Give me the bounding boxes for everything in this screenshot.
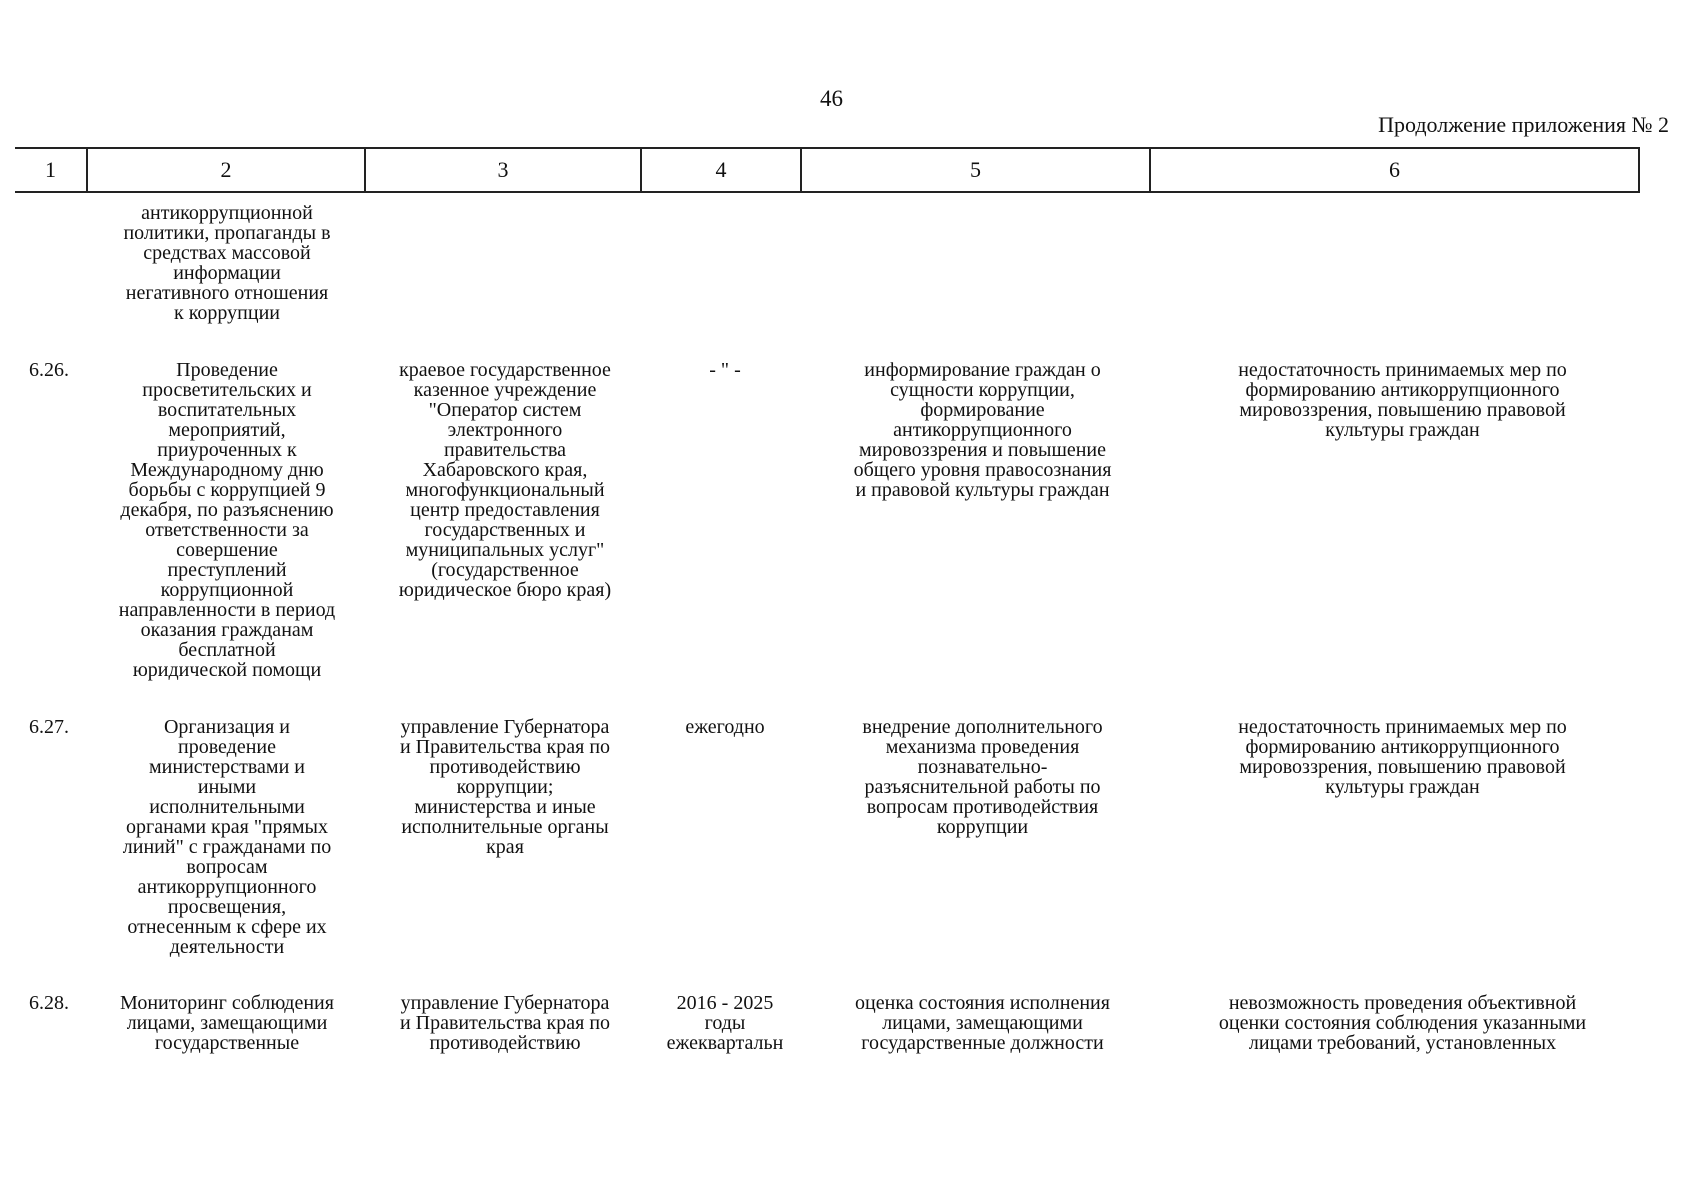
cell-line: исполнительные органы [401, 816, 609, 838]
cell-line: ежегодно [685, 716, 765, 738]
cell-line: мировоззрения, повышению правовой [1239, 756, 1566, 778]
cell-line: воспитательных [157, 399, 297, 421]
cell-line: центр предоставления [410, 499, 600, 521]
cell-line: - " - [709, 359, 741, 381]
cell-line: иными [197, 776, 257, 798]
row-number: 6.26. [29, 359, 69, 381]
action-cell [92, 993, 362, 1053]
result-cell [810, 993, 1155, 1053]
carryover-action-cell [92, 203, 362, 323]
page-number: 46 [820, 86, 843, 111]
header-col-5: 5 [800, 149, 1149, 191]
cell-line: исполнительными [149, 796, 305, 818]
cell-line: мероприятий, [168, 419, 286, 441]
cell-line: антикоррупционного [137, 876, 317, 898]
cell-line: Мониторинг соблюдения [120, 992, 334, 1014]
cell-line: государственные должности [861, 1032, 1104, 1054]
header-col-2: 2 [86, 149, 364, 191]
cell-line: государственные [154, 1032, 300, 1054]
cell-line: лицами, замещающими [882, 1012, 1083, 1034]
cell-line: политики, пропаганды в [123, 222, 331, 244]
cell-line: проведение [178, 736, 276, 758]
cell-line: управление Губернатора [400, 716, 610, 738]
cell-line: краевое государственное [399, 359, 611, 381]
cell-line: деятельности [169, 936, 285, 958]
cell-line: муниципальных услуг" [405, 539, 605, 561]
cell-line: средствах массовой [143, 242, 311, 264]
cell-line: ежеквартальн [666, 1032, 784, 1054]
cell-line: Хабаровского края, [422, 459, 588, 481]
cell-line: оценки состояния соблюдения указанными [1218, 1012, 1587, 1034]
cell-line: преступлений [167, 559, 287, 581]
executor-cell [370, 993, 640, 1053]
cell-line: ответственности за [145, 519, 309, 541]
cell-line: годы [704, 1012, 746, 1034]
cell-line: недостаточность принимаемых мер по [1238, 359, 1567, 381]
cell-line: лицами требований, установленных [1248, 1032, 1557, 1054]
cell-line: Международному дню [130, 459, 324, 481]
deadline-cell [650, 993, 800, 1053]
executor-cell [370, 717, 640, 857]
cell-line: противодействию [429, 1032, 581, 1054]
cell-line: и Правительства края по [399, 1012, 611, 1034]
cell-line: Организация и [163, 716, 290, 738]
cell-line: вопросам [186, 856, 268, 878]
cell-line: борьбы с коррупцией 9 [128, 479, 326, 501]
cell-line: к коррупции [174, 302, 280, 324]
cell-line: государственных и [424, 519, 586, 541]
cell-line: сущности коррупции, [890, 379, 1075, 401]
header-col-4: 4 [640, 149, 800, 191]
cell-line: негативного отношения [125, 282, 329, 304]
cell-line: просвещения, [167, 896, 287, 918]
cell-line: коррупции [936, 816, 1029, 838]
cell-line: общего уровня правосознания [853, 459, 1112, 481]
row-number: 6.28. [29, 992, 69, 1014]
action-cell [92, 717, 362, 957]
cell-line: многофункциональный [405, 479, 605, 501]
cell-line: мировоззрения, повышению правовой [1239, 399, 1566, 421]
cell-line: противодействию [429, 756, 581, 778]
cell-line: коррупции; [456, 776, 554, 798]
risk-cell [1165, 717, 1640, 797]
cell-line: антикоррупционного [893, 419, 1072, 441]
cell-line: и Правительства края по [399, 736, 611, 758]
row-number: 6.27. [29, 716, 69, 738]
executor-cell [370, 360, 640, 600]
cell-line: приуроченных к [157, 439, 297, 461]
risk-cell [1165, 993, 1640, 1053]
cell-line: вопросам противодействия [866, 796, 1099, 818]
cell-line: информирование граждан о [864, 359, 1101, 381]
action-cell [92, 360, 362, 680]
cell-line: министерствами и [149, 756, 305, 778]
deadline-cell [650, 360, 800, 380]
cell-line: оценка состояния исполнения [855, 992, 1110, 1014]
cell-line: министерства и иные [414, 796, 596, 818]
cell-line: оказания гражданам [140, 619, 314, 641]
cell-line: недостаточность принимаемых мер по [1238, 716, 1567, 738]
cell-line: лицами, замещающими [126, 1012, 328, 1034]
cell-line: казенное учреждение [413, 379, 597, 401]
cell-line: внедрение дополнительного [862, 716, 1103, 738]
cell-line: направленности в период [118, 599, 336, 621]
cell-line: декабря, по разъяснению [120, 499, 334, 521]
cell-line: 2016 - 2025 [676, 992, 774, 1014]
cell-line: линий" с гражданами по [122, 836, 332, 858]
cell-line: формированию антикоррупционного [1245, 379, 1560, 401]
cell-line: Проведение [176, 359, 278, 381]
table-header-row [15, 147, 1640, 193]
cell-line: управление Губернатора [400, 992, 610, 1014]
deadline-cell [650, 717, 800, 737]
result-cell [810, 717, 1155, 837]
cell-line: края [486, 836, 524, 858]
cell-line: культуры граждан [1325, 776, 1480, 798]
header-col-3: 3 [364, 149, 640, 191]
cell-line: формирование [920, 399, 1045, 421]
cell-line: разъяснительной работы по [864, 776, 1101, 798]
cell-line: и правовой культуры граждан [855, 479, 1110, 501]
header-col-6: 6 [1149, 149, 1638, 191]
cell-line: юридическое бюро края) [398, 579, 612, 601]
cell-line: формированию антикоррупционного [1245, 736, 1560, 758]
cell-line: "Оператор систем [428, 399, 582, 421]
cell-line: бесплатной [178, 639, 276, 661]
cell-line: познавательно- [917, 756, 1048, 778]
cell-line: электронного [447, 419, 563, 441]
cell-line: информации [173, 262, 281, 284]
cell-line: мировоззрения и повышение [858, 439, 1107, 461]
cell-line: просветительских и [142, 379, 312, 401]
cell-line: отнесенным к сфере их [127, 916, 327, 938]
header-col-1: 1 [45, 157, 56, 182]
cell-line: коррупционной [160, 579, 294, 601]
risk-cell [1165, 360, 1640, 440]
cell-line: невозможность проведения объективной [1228, 992, 1577, 1014]
cell-line: антикоррупционной [141, 202, 313, 224]
cell-line: юридической помощи [132, 659, 322, 681]
result-cell [810, 360, 1155, 500]
cell-line: совершение [176, 539, 278, 561]
cell-line: органами края "прямых [126, 816, 328, 838]
appendix-continuation-label: Продолжение приложения № 2 [1378, 112, 1669, 137]
cell-line: (государственное [431, 559, 579, 581]
cell-line: культуры граждан [1325, 419, 1480, 441]
cell-line: механизма проведения [885, 736, 1080, 758]
cell-line: правительства [443, 439, 567, 461]
